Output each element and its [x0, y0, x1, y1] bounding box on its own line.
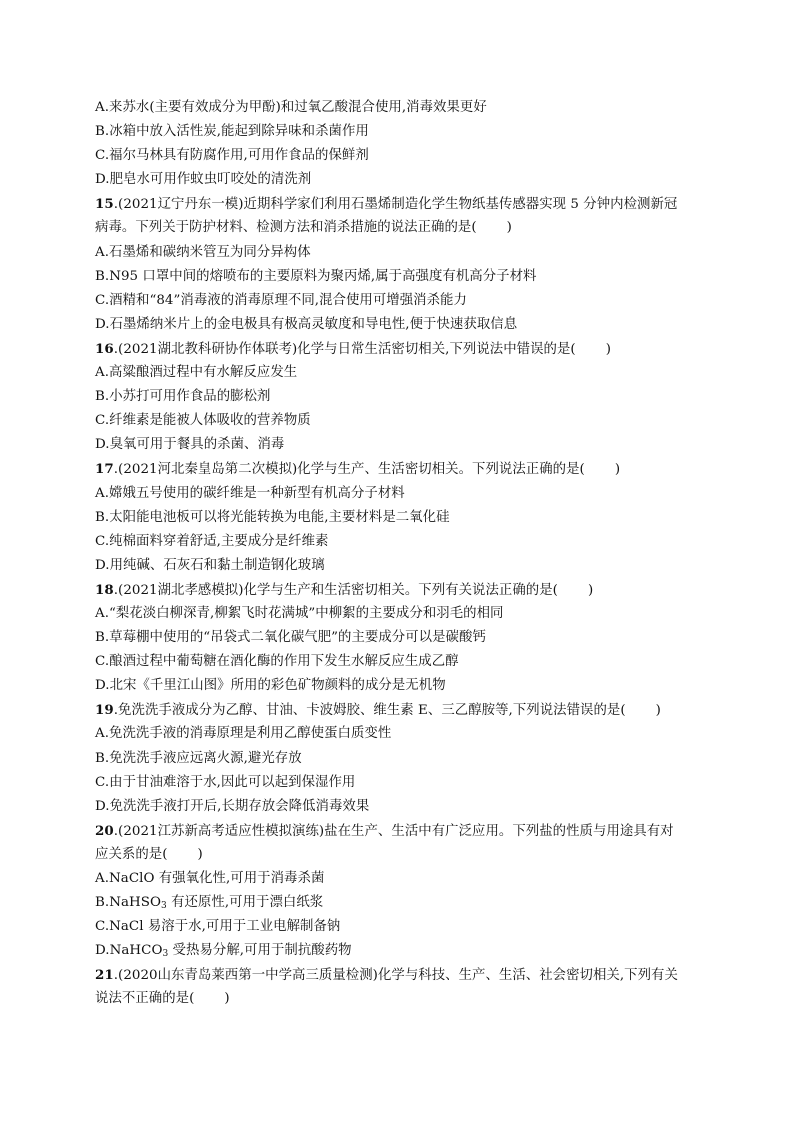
q15-option-b: B.N95 口罩中间的熔喷布的主要原料为聚丙烯,属于高强度有机高分子材料 [95, 268, 537, 284]
q18-option-c: C.酿酒过程中葡萄糖在酒化酶的作用下发生水解反应生成乙醇 [95, 654, 459, 670]
subscript: 3 [160, 901, 167, 912]
q19-number: 19 [95, 702, 114, 719]
q20-number: 20 [95, 822, 114, 839]
q15-stem-line2 [95, 216, 705, 240]
q16-option-c: C.纤维素是能被人体吸收的营养物质 [95, 413, 311, 429]
q15-number: 15 [95, 196, 114, 213]
q17-stem-close: ) [614, 462, 621, 478]
q15-stem-text2: 病毒。下列关于防护材料、检测方法和消杀措施的说法正确的是( [95, 220, 477, 236]
q20-option-a: A.NaClO 有强氧化性,可用于消毒杀菌 [95, 871, 325, 886]
q16-option-d: D.臭氧可用于餐具的杀菌、消毒 [95, 437, 285, 453]
q21-stem-text2: 说法不正确的是( [95, 991, 195, 1007]
q17-option-d: D.用纯碱、石灰石和黏土制造钢化玻璃 [95, 557, 325, 573]
q14-option-c: C.福尔马林具有防腐作用,可用作食品的保鲜剂 [95, 148, 369, 164]
q20-stem-text2: 应关系的是( [95, 846, 168, 862]
q21-stem-line2 [95, 987, 705, 1011]
q16-number: 16 [95, 340, 114, 357]
q17-option-b: B.太阳能电池板可以将光能转换为电能,主要材料是二氧化硅 [95, 509, 450, 525]
q19-option-c: C.由于甘油难溶于水,因此可以起到保湿作用 [95, 774, 356, 790]
q14-option-b: B.冰箱中放入活性炭,能起到除异味和杀菌作用 [95, 124, 369, 140]
q14-option-a: A.来苏水(主要有效成分为甲酚)和过氧乙酸混合使用,消毒效果更好 [95, 100, 487, 115]
q18-source: .(2021湖北孝感模拟) [113, 582, 244, 598]
q16-option-a: A.高粱酿酒过程中有水解反应发生 [95, 365, 298, 381]
q21-stem-text: 化学与科技、生产、生活、社会密切相关,下列有关 [377, 968, 678, 984]
q20-option-d [95, 939, 705, 963]
q19-stem [95, 698, 705, 722]
q18-option-b: B.草莓棚中使用的“吊袋式二氧化碳气肥”的主要成分可以是碳酸钙 [95, 630, 486, 646]
q20-option-b-text: B.NaHSO [95, 895, 161, 911]
q19-option-a: A.免洗洗手液的消毒原理是利用乙醇使蛋白质变性 [95, 726, 392, 742]
q16-stem-close: ) [605, 341, 611, 357]
question-page [95, 96, 705, 1012]
q17-number: 17 [95, 461, 114, 478]
q18-stem-text: 化学与生产和生活密切相关。下列有关说法正确的是( [243, 582, 558, 598]
q21-number: 21 [95, 967, 114, 984]
q16-source: .(2021湖北教科研协作体联考) [113, 341, 298, 357]
q15-stem-line1 [95, 192, 705, 216]
q21-stem-close: ) [224, 991, 230, 1007]
q20-source: .(2021江苏新高考适应性模拟演练) [113, 823, 325, 839]
q19-stem-text: .免洗洗手液成分为乙醇、甘油、卡波姆胶、维生素 E、三乙醇胺等,下列说法错误的是( [113, 703, 626, 719]
q18-option-a: A.“梨花淡白柳深青,柳絮飞时花满城”中柳絮的主要成分和羽毛的相同 [95, 605, 504, 621]
q20-option-b [95, 891, 705, 915]
q18-option-d: D.北宋《千里江山图》所用的彩色矿物颜料的成分是无机物 [95, 678, 446, 694]
q20-stem-close: ) [197, 846, 203, 862]
q15-option-d: D.石墨烯纳米片上的金电极具有极高灵敏度和导电性,便于快速获取信息 [95, 316, 518, 332]
q20-option-b-rest: 有还原性,可用于漂白纸浆 [166, 895, 324, 911]
q17-option-a: A.嫦娥五号使用的碳纤维是一种新型有机高分子材料 [95, 485, 405, 501]
q19-option-d: D.免洗洗手液打开后,长期存放会降低消毒效果 [95, 798, 370, 814]
q21-source: .(2020山东青岛莱西第一中学高三质量检测) [113, 968, 378, 984]
q21-stem-line1 [95, 963, 705, 987]
q20-option-d-text: D.NaHCO [95, 943, 163, 959]
subscript: 3 [162, 949, 169, 960]
q14-option-d: D.肥皂水可用作蚊虫叮咬处的清洗剂 [95, 172, 312, 188]
q17-option-c: C.纯棉面料穿着舒适,主要成分是纤维素 [95, 533, 329, 549]
q17-stem-text: 化学与生产、生活密切相关。下列说法正确的是( [297, 462, 585, 478]
q19-option-b: B.免洗洗手液应远离火源,避光存放 [95, 750, 302, 766]
q17-stem [95, 457, 705, 481]
q19-stem-close: ) [655, 703, 661, 719]
q15-option-a: A.石墨烯和碳纳米管互为同分异构体 [95, 244, 311, 260]
q15-source: .(2021辽宁丹东一模) [113, 197, 244, 213]
q20-stem-line2 [95, 843, 705, 867]
q16-stem [95, 337, 705, 361]
q18-stem-close: ) [587, 582, 594, 598]
q20-option-d-rest: 受热易分解,可用于制抗酸药物 [168, 943, 352, 959]
q17-source: .(2021河北秦皇岛第二次模拟) [113, 462, 298, 478]
q20-option-c: C.NaCl 易溶于水,可用于工业电解制备钠 [95, 919, 341, 935]
q20-stem-text: 盐在生产、生活中有广泛应用。下列盐的性质与用途具有对 [324, 823, 674, 839]
q15-stem-close: ) [506, 220, 512, 236]
q16-option-b: B.小苏打可用作食品的膨松剂 [95, 389, 271, 405]
q15-option-c: C.酒精和“84”消毒液的消毒原理不同,混合使用可增强消杀能力 [95, 292, 467, 308]
q15-stem-text: 近期科学家们利用石墨烯制造化学生物纸基传感器实现 5 分钟内检测新冠 [243, 197, 678, 213]
q16-stem-text: 化学与日常生活密切相关,下列说法中错误的是( [297, 341, 576, 357]
q18-number: 18 [95, 581, 114, 598]
q20-stem-line1 [95, 819, 705, 843]
q18-stem [95, 578, 705, 602]
